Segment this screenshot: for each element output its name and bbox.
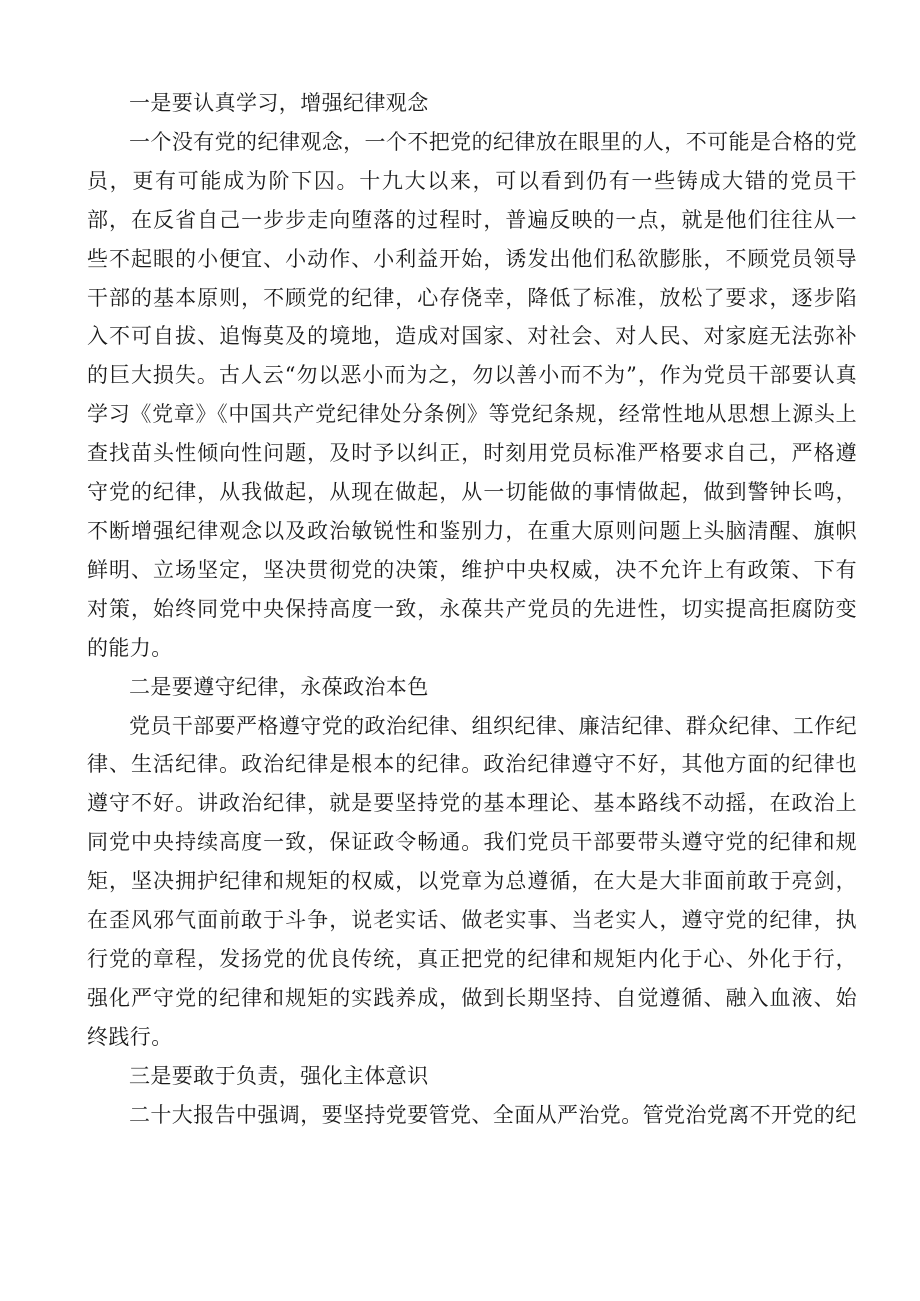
section-2-heading: 二是要遵守纪律，永葆政治本色: [129, 674, 429, 699]
section-1-heading: 一是要认真学习，增强纪律观念: [129, 91, 429, 115]
document-page: [87, 84, 857, 1134]
section-2-paragraph: 党员干部要严格遵守党的政治纪律、组织纪律、廉洁纪律、群众纪律、工作纪律、生活纪律。政治纪律是根本的纪律。政治纪律遵守不好，其他方面的纪律也遵守不好。讲政治纪律，就是要坚持党的基本理论、基本路线不动摇，在政治上同党中央持续高度一致，保证政令畅通。我们党员干部要带头遵守党的纪律和规矩，坚决拥护纪律和规矩的权威，以党章为总遵循，在大是大非面前敢于亮剑，在歪风邪气面前敢于斗争，说老实话、做老实事、当老实人，遵守党的纪律，执行党的章程，发扬党的优良传统，真正把党的纪律和规矩内化于心、外化于行，强化严守党的纪律和规矩的实践养成，做到长期坚持、自觉遵循、融入血液、始终践行。: [87, 713, 857, 1049]
section-3-paragraph: 二十大报告中强调，要坚持党要管党、全面从严治党。管党治党离不开党的纪: [129, 1102, 857, 1127]
section-3-heading: 三是要敢于负责，强化主体意识: [129, 1063, 429, 1088]
section-1-paragraph: 一个没有党的纪律观念，一个不把党的纪律放在眼里的人，不可能是合格的党员，更有可能成为阶下囚。十九大以来，可以看到仍有一些铸成大错的党员干部，在反省自己一步步走向堕落的过程时，普遍反映的一点，就是他们往往从一些不起眼的小便宜、小动作、小利益开始，诱发出他们私欲膨胀，不顾党员领导干部的基本原则，不顾党的纪律，心存侥幸，降低了标准，放松了要求，逐步陷入不可自拔、追悔莫及的境地，造成对国家、对社会、对人民、对家庭无法弥补的巨大损失。古人云“勿以恶小而为之，勿以善小而不为”，作为党员干部要认真学习《党章》《中国共产党纪律处分条例》等党纪条规，经常性地从思想上源头上查找苗头性倾向性问题，及时予以纠正，时刻用党员标准严格要求自己，严格遵守党的纪律，从我做起，从现在做起，从一切能做的事情做起，做到警钟长鸣，不断增强纪律观念以及政治敏锐性和鉴别力，在重大原则问题上头脑清醒、旗帜鲜明、立场坚定，坚决贯彻党的决策，维护中央权威，决不允许上有政策、下有对策，始终同党中央保持高度一致，永葆共产党员的先进性，切实提高拒腐防变的能力。: [87, 129, 857, 660]
